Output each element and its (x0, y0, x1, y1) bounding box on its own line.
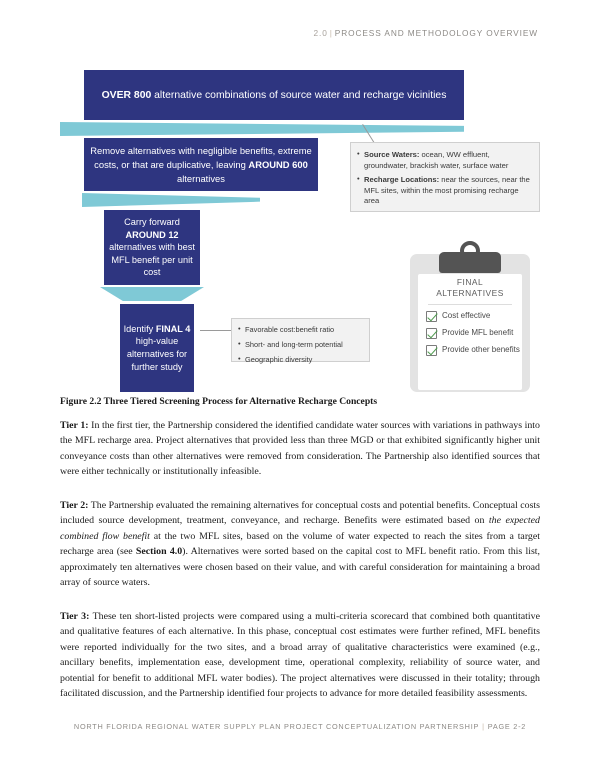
tier-3-emphasis: AROUND 12 (125, 229, 179, 240)
checklist-item-label: Provide MFL benefit (442, 328, 514, 337)
tier-4-box (120, 304, 194, 392)
paragraph-tier-3-label: Tier 3: (60, 611, 90, 622)
checklist-item (426, 311, 520, 322)
footer-separator: | (482, 722, 485, 731)
paragraph-tier-2-text-part3: ). Alternatives were sorted based on the capital cost to MFL benefit ratio. From this list, approximately ten alternatives were chosen based on their value, and with careful consideration for maintaining a broad array of source waters. (60, 546, 540, 589)
tier-3-text-after: alternatives with best MFL benefit per unit cost (109, 242, 195, 278)
paragraph-tier-2-text-part1: The Partnership evaluated the remaining alternatives for conceptual costs and potential benefits. Conceptual costs included source development, treatment, conveyance, and recharge. Benefits were estimated based on (60, 500, 541, 527)
checkmark-icon (426, 345, 437, 356)
tiered-screening-diagram (60, 62, 540, 392)
callout-criteria-item: • Favorable cost:benefit ratio (238, 324, 363, 335)
footer-title: NORTH FLORIDA REGIONAL WATER SUPPLY PLAN PROJECT CONCEPTUALIZATION PARTNERSHIP (73, 722, 480, 731)
callout-sources-text-2: near the sources, near the MFL sites, within the most promising recharge area (364, 175, 530, 206)
funnel-connector-3 (100, 287, 204, 301)
funnel-connector-1 (60, 122, 464, 136)
checklist-item (426, 345, 520, 356)
clipboard-title (420, 277, 520, 299)
callout-selection-criteria (231, 318, 370, 365)
tier-4-text-after: high-value alternatives for further study (126, 336, 188, 372)
checkmark-icon (426, 311, 437, 322)
paragraph-tier-2-label: Tier 2: (60, 500, 89, 511)
callout-sources-item (357, 150, 531, 171)
checklist-item (426, 328, 520, 339)
paragraph-tier-1 (60, 418, 540, 480)
checklist-item-label: Provide other benefits (442, 345, 520, 354)
page-header (60, 28, 538, 38)
figure-2-2 (60, 62, 540, 392)
header-separator: | (329, 28, 333, 38)
paragraph-tier-2-text-part2: at the two MFL sites, based on the volume of water expected to reach the sites from a target recharge area (see (60, 530, 540, 558)
tier-4-emphasis: FINAL 4 (155, 323, 191, 334)
clipboard-divider (428, 304, 512, 305)
tier-3-text-before: Carry forward (124, 217, 180, 228)
header-section-title: PROCESS AND METHODOLOGY OVERVIEW (334, 28, 538, 38)
footer-page-number: PAGE 2-2 (487, 722, 527, 731)
tier-2-emphasis: AROUND 600 (248, 158, 308, 170)
checkmark-icon (426, 328, 437, 339)
clipboard-clip-icon (439, 252, 501, 273)
tier-1-box (84, 70, 464, 120)
callout-criteria-item: • Short- and long-term potential (238, 339, 363, 350)
paragraph-tier-3 (60, 609, 540, 701)
funnel-connector-2 (82, 193, 260, 207)
callout-sources-text-1: ocean, WW effluent, groundwater, brackish water, surface water (364, 150, 509, 170)
tier-1-text: alternative combinations of source water and recharge vicinities (151, 89, 447, 101)
tier-3-box (104, 210, 200, 285)
page-footer (60, 722, 540, 731)
tier-2-text-after: alternatives (177, 172, 225, 184)
paragraph-tier-2-italic: the expected combined flow benefit (60, 515, 540, 542)
callout-source-waters (350, 142, 540, 212)
paragraph-tier-2-section-ref: Section 4.0 (135, 546, 183, 558)
paragraph-tier-2 (60, 498, 540, 590)
callout-criteria-item: • Geographic diversity (238, 354, 363, 365)
tier-2-text-before: Remove alternatives with negligible benefits, extreme costs, or that are duplicative, leaving (90, 144, 312, 170)
clipboard-title-line-1: FINAL (456, 277, 484, 287)
figure-caption: Figure 2.2 Three Tiered Screening Process for Alternative Recharge Concepts (60, 396, 378, 407)
callout-sources-label-1: Source Waters: (364, 150, 420, 159)
leader-line-criteria (200, 330, 234, 331)
tier-4-text-before: Identify (123, 323, 156, 334)
paragraph-tier-3-text: These ten short-listed projects were compared using a multi-criteria scorecard that combined both quantitative and qualitative features of each alternative. In this phase, conceptual cost estimates were further refined, MFL benefits were reported individually for the two sites, and a broad array of qualitative characteristics were examined (e.g., ancillary benefits, implementation ease, development time, operational complexity, reliability of source water, and potential for benefit to additional MFL water bodies). The project alternatives were discussed in their totality; through facilitated discussion, and the Partnership identified four projects to advance for more detailed feasibility assessments. (60, 611, 540, 700)
paragraph-tier-1-text: In the first tier, the Partnership considered the identified candidate water sources with variations in pathways into the MFL recharge area. Project alternatives that provided less than three MGD or that exhibited significantly higher unit conveyance costs than other alternatives were removed from consideration. The Partnership also identified sources that were either technically or institutionally infeasible. (60, 420, 540, 478)
clipboard-title-line-2: ALTERNATIVES (436, 288, 504, 298)
callout-sources-item (357, 175, 531, 207)
tier-2-box (84, 138, 318, 191)
header-section-number: 2.0 (313, 28, 328, 38)
callout-sources-label-2: Recharge Locations: (364, 175, 440, 185)
paragraph-tier-1-label: Tier 1: (60, 420, 89, 431)
checklist-item-label: Cost effective (442, 311, 491, 320)
clipboard-checklist (426, 311, 520, 362)
tier-1-emphasis: OVER 800 (101, 89, 152, 101)
clipboard-illustration (410, 244, 530, 392)
